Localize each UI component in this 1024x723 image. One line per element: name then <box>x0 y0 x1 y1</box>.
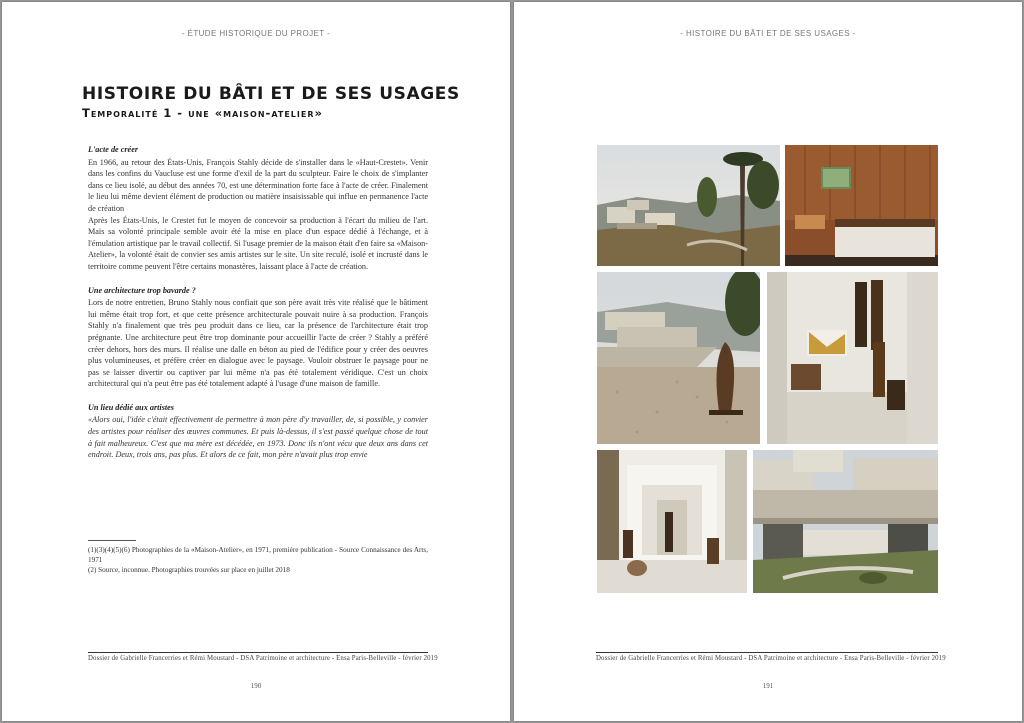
footer-divider <box>88 652 428 653</box>
section-heading: L'acte de créer <box>88 145 139 154</box>
page-number: 190 <box>250 682 262 690</box>
footnote: (2) Source, inconnue. Photographies trouvées sur place en juillet 2018 <box>88 566 290 574</box>
photo-doorway-view <box>597 450 747 593</box>
section-heading: Un lieu dédié aux artistes <box>88 402 174 412</box>
quote-paragraph: «Alors oui, l'idée c'était effectivement de permettre à mon père d'y travailler, de, si possible, y convier des artistes pour réaliser des œuvres communes. Et puis là-dessus, il s'est passé quelque chose de tout à fait malheureux. C'est que ma mère est décédée, en 1973. Donc ils n'ont vécu que deux ans dans cet endroit. Deux, trois ans, pas plus. Et alors de ce fait, mon père n'avait plus trop envie <box>88 415 428 460</box>
photo-interior-studio <box>767 272 938 444</box>
footnote-divider <box>88 540 136 541</box>
photo-terrace-sculpture <box>597 272 760 444</box>
page-number: 191 <box>762 682 774 690</box>
right-page <box>514 2 1022 721</box>
section-lieu-artistes <box>88 402 428 461</box>
photo-house-landscape <box>597 145 780 266</box>
paragraph: Après les États-Unis, le Crestet fut le moyen de concevoir sa production à l'écart du milieu de l'art. Mais sa volonté principale semble avoir été la mise en place d'un espace dédié à l'échange, et à l'émulation artistique par le travail collectif. Si l'usage premier de la maison était d'en faire sa «Maison-Atelier», la volonté était de convier ses amis artistes sur le site. Un site reculé, isolé et incrusté dans le territoire comme peuvent l'être certains monastères, laissant place à l'acte de création. <box>88 215 428 271</box>
paragraph: Lors de notre entretien, Bruno Stahly nous confiait que son père avait très vite réalisé que le bâtiment lui même était trop fort, et que cette présence architecturale pouvait nuire à sa production. François Stahly n'a finalement que très peu produit dans ce lieu, car la présence de l'architecture était trop prégnante. Une architecture peut être trop dominante pour accueillir l'acte de créer ? Stahly a préféré créer dehors, hors des murs. Il réalise une dalle en béton au pied de l'édifice pour y créer des oeuvres plus volumineuses, et préfère créer en dialogue avec le paysage. Vouloir obstruer le paysage pour ne pas se laisser divertir ou captiver par lui même n'a pas été totalement véridique. C'est un choix architectural qui n'a peut être pas été totalement adapté à l'usage d'une maison de famille. <box>88 298 428 389</box>
footnote: (1)(3)(4)(5)(6) Photographies de la «Maison-Atelier», en 1971, première publication - Source Connaissance des Arts, 1971 <box>88 546 428 564</box>
page-footer: Dossier de Gabrielle Francerries et Rémi Moustard - DSA Patrimoine et architecture - Ensa Paris-Belleville - février 2019 <box>596 655 946 662</box>
photo-bedroom <box>785 145 938 266</box>
section-architecture-bavarde <box>88 285 428 390</box>
footnotes <box>88 545 428 575</box>
section-acte-de-creer <box>88 144 428 273</box>
left-page <box>2 2 510 721</box>
running-head: - HISTOIRE DU BÂTI ET DE SES USAGES - <box>680 29 856 38</box>
photo-courtyard <box>753 450 938 593</box>
body-text <box>88 144 428 473</box>
footer-divider <box>596 652 938 653</box>
page-subtitle: Temporalité 1 - une «maison-atelier» <box>82 106 323 120</box>
section-heading: Une architecture trop bavarde ? <box>88 285 196 295</box>
page-footer: Dossier de Gabrielle Francerries et Rémi Moustard - DSA Patrimoine et architecture - Ensa Paris-Belleville - février 2019 <box>88 655 438 662</box>
page-title: HISTOIRE DU BÂTI ET DE SES USAGES <box>82 84 460 104</box>
running-head: - ÉTUDE HISTORIQUE DU PROJET - <box>181 29 331 38</box>
paragraph: En 1966, au retour des États-Unis, François Stahly décide de s'installer dans le «Haut-Crestet». Venir dans les confins du Vaucluse est une forme d'exil de la part du sculpteur. Faire le choix de s'implanter dans ce lieu isolé, au début des années 70, est une détermination forte face à l'acte de créer. Finalement le lieu lui même devient élément de production ou matière insaisissable qui influe en permanence l'acte de création <box>88 157 428 213</box>
